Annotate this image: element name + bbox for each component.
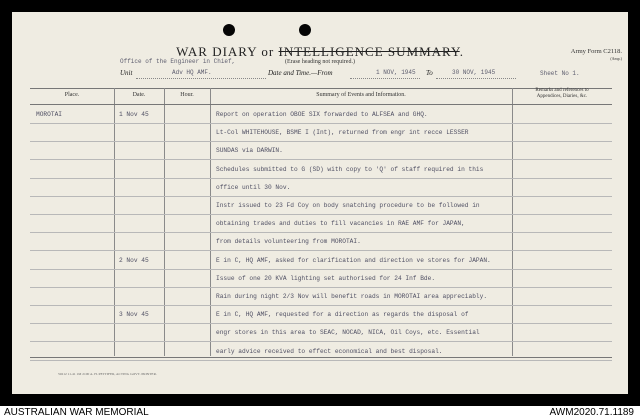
- row-summary: early advice received to effect economical and best disposal.: [216, 347, 443, 355]
- unit-name: Adv HQ AMF.: [172, 69, 212, 76]
- caption-bar: [0, 406, 640, 420]
- col-date: Date.: [132, 92, 146, 98]
- row-summary: office until 30 Nov.: [216, 183, 291, 191]
- row-summary: E in C, HQ AMF, requested for a direction as regards the disposal of: [216, 311, 469, 319]
- col-remarks: Remarks and references to Appendices, Diaries, &c.: [535, 88, 589, 99]
- printer-imprint: 59212 11-41 1M 2100 A. H. PETTIFER, ACTING GOVT. PRINTER.: [58, 372, 157, 376]
- to-label: To: [426, 69, 433, 77]
- row-place: MOROTAI: [36, 111, 62, 118]
- unit-label: Unit: [120, 69, 133, 77]
- from-date: 1 NOV, 1945: [376, 69, 416, 76]
- army-form-number: Army Form C2118. (Amp.): [570, 48, 622, 61]
- form-title: WAR DIARY or INTELLIGENCE SUMMARY.: [176, 44, 464, 59]
- sheet-number: Sheet No 1.: [540, 70, 580, 77]
- row-date: 2 Nov 45: [119, 256, 149, 264]
- row-summary: E in C, HQ AMF, asked for clarification and direction ve stores for JAPAN.: [216, 256, 491, 264]
- row-summary: SUNDAS via DARWIN.: [216, 147, 283, 155]
- caption-left: AUSTRALIAN WAR MEMORIAL: [4, 407, 149, 418]
- row-summary: engr stores in this area to SEAC, NOCAD, NICA, Oil Coys, etc. Essential: [216, 329, 480, 337]
- row-summary: Rain during night 2/3 Nov will benefit roads in MOROTAI area appreciably.: [216, 293, 488, 300]
- unit-office: Office of the Engineer in Chief,: [120, 58, 236, 65]
- row-summary: from details volunteering from MOROTAI.: [216, 238, 361, 246]
- row-summary: Issue of one 20 KVA lighting set authorised for 24 Inf Bde.: [216, 274, 436, 282]
- erase-note: (Erase heading not required.): [285, 59, 355, 65]
- col-summary: Summary of Events and Information.: [316, 92, 406, 98]
- caption-right: AWM2020.71.1189: [549, 407, 634, 418]
- diary-sheet: [12, 12, 628, 394]
- row-summary: Lt-Col WHITEHOUSE, BSME I (Int), returned from engr int recce LESSER: [216, 129, 469, 137]
- col-place: Place.: [64, 92, 80, 98]
- punch-hole: [299, 24, 311, 36]
- col-hour: Hour.: [180, 92, 194, 98]
- punch-hole: [223, 24, 235, 36]
- row-summary: obtaining trades and duties to fill vacancies in RAE AMF for JAPAN,: [216, 220, 465, 228]
- row-summary: Schedules submitted to G (SD) with copy to 'Q' of staff required in this: [216, 165, 484, 173]
- row-date: 3 Nov 45: [119, 311, 149, 319]
- row-date: 1 Nov 45: [119, 111, 149, 118]
- date-time-label: Date and Time.—From: [268, 69, 333, 77]
- row-summary: Instr issued to 23 Fd Coy on body snatching procedure to be followed in: [216, 202, 480, 209]
- to-date: 30 NOV, 1945: [452, 69, 496, 76]
- row-summary: Report on operation OBOE SIX forwarded to ALFSEA and GHQ.: [216, 111, 428, 118]
